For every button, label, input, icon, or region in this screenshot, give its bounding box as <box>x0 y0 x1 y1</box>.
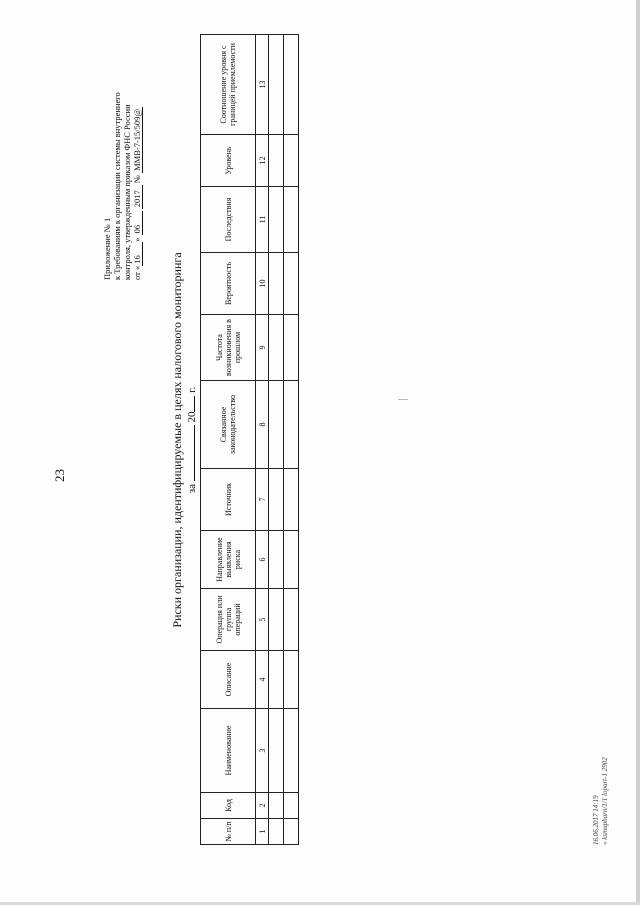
header-cell: Связанное законодательство <box>201 381 256 469</box>
period-year: 20 <box>186 411 198 423</box>
scan-mark <box>398 399 408 400</box>
period-prefix: за <box>186 484 198 494</box>
landscape-content <box>10 10 610 870</box>
scan-edge-right <box>636 0 640 905</box>
column-number: 6 <box>256 531 269 589</box>
header-cell: Операция или группа операций <box>201 589 256 651</box>
column-number: 12 <box>256 135 269 187</box>
date-year: 2017 <box>132 185 143 209</box>
appendix-line-1: Приложение № 1 <box>102 217 112 280</box>
column-number: 8 <box>256 381 269 469</box>
column-number: 1 <box>256 819 269 845</box>
header-cell: Соотношение уровня с границей приемлемости <box>201 35 256 135</box>
appendix-line-4 <box>132 10 143 280</box>
date-day: 16 <box>132 242 143 266</box>
header-cell: Направление выявления риска <box>201 531 256 589</box>
date-month: 06 <box>132 211 143 235</box>
period-year-blank <box>194 396 195 412</box>
appendix-block <box>102 10 143 280</box>
column-number: 2 <box>256 793 269 819</box>
header-cell: Уровень <box>201 135 256 187</box>
date-mid: » <box>132 237 142 242</box>
column-number: 3 <box>256 709 269 793</box>
header-cell: № п/п <box>201 819 256 845</box>
column-number: 11 <box>256 187 269 253</box>
header-cell: Частота возникновения в прошлом <box>201 315 256 381</box>
column-number: 5 <box>256 589 269 651</box>
table-row <box>269 35 284 845</box>
column-number: 9 <box>256 315 269 381</box>
page-number: 23 <box>52 469 67 482</box>
appendix-line-2: к Требованиям к организации системы внутреннего <box>112 92 122 280</box>
order-number-label: № <box>132 175 142 184</box>
appendix-line-3: контроля, утвержденным приказом ФНС России <box>122 104 132 280</box>
document-subtitle <box>186 10 198 870</box>
stamp-line-2: « ksmupbarn/1/1 lopart-1 2902 <box>601 757 609 845</box>
table-row <box>284 35 299 845</box>
header-cell: Вероятность <box>201 253 256 315</box>
header-cell: Описание <box>201 651 256 709</box>
column-number: 7 <box>256 469 269 531</box>
header-cell: Источник <box>201 469 256 531</box>
period-suffix: г. <box>186 386 198 393</box>
print-stamp <box>592 757 610 845</box>
column-number: 10 <box>256 253 269 315</box>
column-number: 4 <box>256 651 269 709</box>
risks-table <box>200 34 299 845</box>
column-number: 13 <box>256 35 269 135</box>
stamp-line-1: 16.06.2017 14:19 <box>592 795 600 845</box>
header-cell: Последствия <box>201 187 256 253</box>
document-title: Риски организации, идентифицируемые в целях налогового мониторинга <box>170 252 184 628</box>
date-prefix: от « <box>132 265 142 280</box>
order-number: ММВ-7-15/509@ <box>132 108 142 171</box>
period-blank <box>194 425 195 481</box>
header-cell: Код <box>201 793 256 819</box>
header-cell: Наименование <box>201 709 256 793</box>
